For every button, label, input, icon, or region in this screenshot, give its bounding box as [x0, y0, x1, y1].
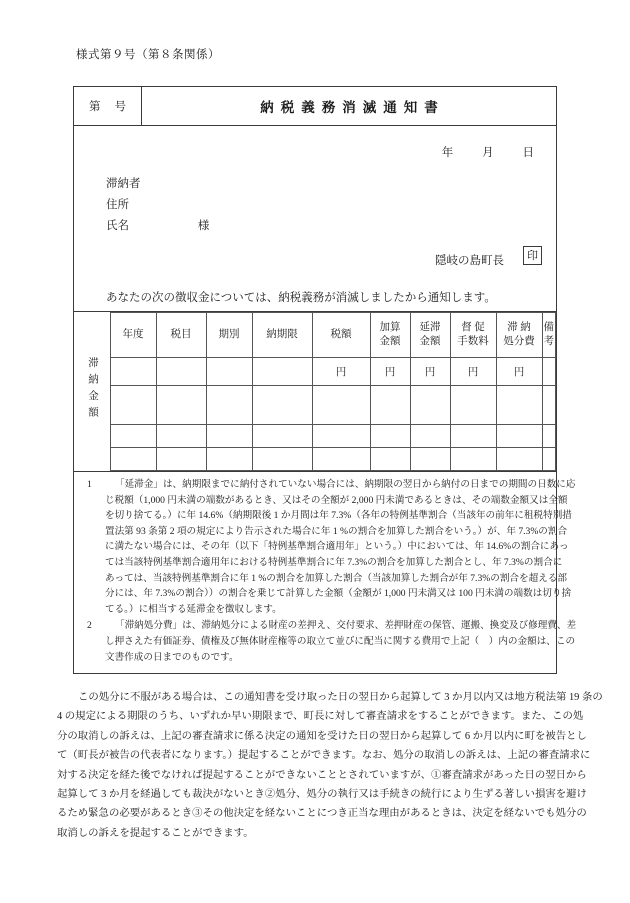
cell-tokusoku[interactable] — [450, 425, 496, 448]
cell-kibetsu[interactable] — [206, 386, 252, 425]
cell-zeimoku[interactable] — [156, 386, 206, 425]
debtor-address-label: 住所 — [106, 199, 129, 211]
table-row[interactable] — [74, 448, 556, 471]
note-line: ては当該特例基準割合適用年における特例基準割合に年 7.3%の割合を加算した割合とし、年 7.3%の割合に — [105, 556, 563, 568]
cell-nendo[interactable] — [110, 448, 156, 471]
table-row-label-cell — [74, 313, 110, 471]
cell-zeimoku[interactable] — [156, 358, 206, 386]
col-header-bikou: 備考 — [542, 313, 556, 358]
note-line: 分には、年 7.3%の割合））の割合を乗じて計算した金額（金額が 1,000 円未満又は 100 円未満の端数は切り捨 — [105, 588, 572, 600]
debtor-name-row — [106, 216, 209, 237]
debtor-info — [106, 174, 209, 237]
cell-tokusoku[interactable]: 円 — [450, 358, 496, 386]
cell-nendo[interactable] — [110, 386, 156, 425]
col-header-zeigaku: 税額 — [312, 313, 370, 358]
cell-nendo[interactable] — [110, 358, 156, 386]
note-line: あっては、当該特例基準割合に年 1 %の割合を加算した割合（当該加算した割合が年 7.3%の割合を超える部 — [105, 572, 567, 584]
closing-line: 分の取消しの訴えは、上記の審査請求に係る決定の通知を受けた日の翌日から起算して 6 か月以内に町を被告とし — [57, 730, 587, 742]
date-day: 日 — [522, 147, 534, 159]
date-year: 年 — [441, 147, 454, 159]
table-header-row — [74, 313, 556, 358]
cell-zeigaku[interactable] — [312, 386, 370, 425]
cell-shobunhi[interactable]: 円 — [496, 358, 542, 386]
note-line: てる。）に相当する延滞金を徴収します。 — [105, 603, 282, 615]
cell-entai[interactable] — [410, 425, 450, 448]
cell-kibetsu[interactable] — [206, 358, 252, 386]
table-unit-row[interactable] — [74, 358, 556, 386]
col-header-entai-kingaku: 延滞 金額 — [410, 313, 450, 358]
table-row[interactable] — [74, 425, 556, 448]
closing-line: 取消しの訴えを提起することができます。 — [57, 827, 254, 839]
closing-line: るため緊急の必要があるとき③その他決定を経ないことにつき正当な理由があるときは、決定を経ないでも処分の — [57, 808, 587, 820]
cell-nokigen[interactable] — [252, 425, 312, 448]
closing-line: 4 の規定による期限のうち、いずれか早い期限まで、町長に対して審査請求をすることができます。また、この処 — [57, 711, 584, 723]
note-body — [105, 477, 576, 617]
notification-frame — [73, 86, 577, 674]
honorific-suffix: 様 — [197, 220, 210, 232]
document-title: 納税義務消滅通知書 — [260, 100, 445, 115]
delinquent-amount-table — [74, 312, 556, 471]
document-number-unit: 号 — [114, 101, 126, 113]
cell-zeimoku[interactable] — [156, 448, 206, 471]
cell-kibetsu[interactable] — [206, 448, 252, 471]
note-line: 「延滞金」は、納期限までに納付されていない場合には、納期限の翌日から納付の日までの期間の日数に応 — [115, 479, 576, 490]
cell-nokigen[interactable] — [252, 448, 312, 471]
note-number: 1 — [87, 479, 92, 490]
col-header-zeimoku: 税目 — [156, 313, 206, 358]
cell-zeimoku[interactable] — [156, 425, 206, 448]
cell-bikou[interactable] — [542, 425, 556, 448]
closing-paragraph — [57, 688, 603, 843]
cell-nokigen[interactable] — [252, 358, 312, 386]
cell-shobunhi[interactable] — [496, 425, 542, 448]
cell-kasan[interactable]: 円 — [370, 358, 410, 386]
issuer-name: 隠岐の島町長 — [435, 255, 504, 267]
note-line: し押さえた有価証券、債権及び無体財産権等の取立て並びに配当に関する費用で上記（ ）内の金額は、この — [105, 635, 576, 647]
date-line — [442, 144, 534, 160]
cell-bikou[interactable] — [542, 448, 556, 471]
document-number-cell — [74, 87, 142, 125]
cell-kasan[interactable] — [370, 386, 410, 425]
note-line: を切り捨てる。）に年 14.6%（納期限後 1 か月間は年 7.3%（各年の特例基準割合（当該年の前年に租税特別措 — [105, 510, 572, 522]
closing-line: 対する決定を経た後でなければ提起することができないこととされていますが、①審査請求があった日の翌日から — [57, 769, 587, 781]
statement-text: あなたの次の徴収金については、納税義務が消滅しましたから通知します。 — [106, 292, 496, 304]
note-body — [105, 618, 576, 665]
closing-line: この処分に不服がある場合は、この通知書を受け取った日の翌日から起算して 3 か月以内又は地方税法第 19 条の — [78, 692, 603, 703]
cell-entai[interactable] — [410, 386, 450, 425]
addressee-block — [74, 126, 556, 312]
cell-kasan[interactable] — [370, 448, 410, 471]
note-item-1 — [83, 477, 576, 617]
date-month: 月 — [482, 147, 494, 159]
col-header-kibetsu: 期別 — [206, 313, 252, 358]
seal-box: 印 — [523, 246, 542, 265]
notes-section — [74, 471, 577, 673]
closing-line: 起算して 3 か月を経過しても裁決がないとき②処分、処分の執行又は手続きの続行により生ずる著しい損害を避け — [57, 789, 587, 801]
note-line: に満たない場合には、その年（以下「特例基準割合適用年」という。）中においては、年 14.6%の割合にあっ — [105, 541, 569, 553]
closing-line: て（町長が被告の代表者になります。）提起することができます。なお、処分の取消しの訴えは、上記の審査請求に — [57, 750, 591, 762]
document-number-label: 第 — [89, 101, 101, 113]
note-line: じ税額（1,000 円未満の端数があるとき、又はその全額が 2,000 円未満であるときは、その端数金額又は全額 — [105, 494, 568, 506]
cell-zeigaku[interactable] — [312, 448, 370, 471]
note-line: 文書作成の日までのものです。 — [105, 651, 239, 663]
cell-kibetsu[interactable] — [206, 425, 252, 448]
cell-zeigaku[interactable] — [312, 425, 370, 448]
table-row-label: 滞納金額 — [87, 357, 98, 423]
note-item-2 — [83, 618, 577, 665]
table-row[interactable] — [74, 386, 556, 425]
col-header-nokigen: 納期限 — [252, 313, 312, 358]
debtor-name-label: 氏名 — [106, 220, 129, 232]
cell-nokigen[interactable] — [252, 386, 312, 425]
note-line: 置法第 93 条第 2 項の規定により告示された場合に年 1 %の割合を加算した割合をいう。）が、年 7.3%の割合 — [105, 525, 568, 537]
debtor-label: 滞納者 — [106, 178, 141, 190]
cell-bikou[interactable] — [542, 358, 556, 386]
cell-kasan[interactable] — [370, 425, 410, 448]
form-number: 様式第９号（第８条関係） — [76, 49, 220, 61]
col-header-tainou-shobunhi: 滞 納 処分費 — [496, 313, 542, 358]
cell-zeigaku[interactable]: 円 — [312, 358, 370, 386]
col-header-nendo: 年度 — [110, 313, 156, 358]
cell-shobunhi[interactable] — [496, 448, 542, 471]
cell-nendo[interactable] — [110, 425, 156, 448]
title-row — [74, 87, 556, 126]
cell-entai[interactable]: 円 — [410, 358, 450, 386]
cell-shobunhi[interactable] — [496, 386, 542, 425]
cell-entai[interactable] — [410, 448, 450, 471]
note-line: 「滞納処分費」は、滞納処分による財産の差押え、交付要求、差押財産の保管、運搬、換変及び修理費、差 — [115, 620, 577, 632]
cell-tokusoku[interactable] — [450, 386, 496, 425]
col-header-tokusoku-tesuryo: 督 促 手数料 — [450, 313, 496, 358]
note-number: 2 — [87, 620, 92, 632]
cell-tokusoku[interactable] — [450, 448, 496, 471]
cell-bikou[interactable] — [542, 386, 556, 425]
col-header-kasan-kingaku: 加算 金額 — [370, 313, 410, 358]
